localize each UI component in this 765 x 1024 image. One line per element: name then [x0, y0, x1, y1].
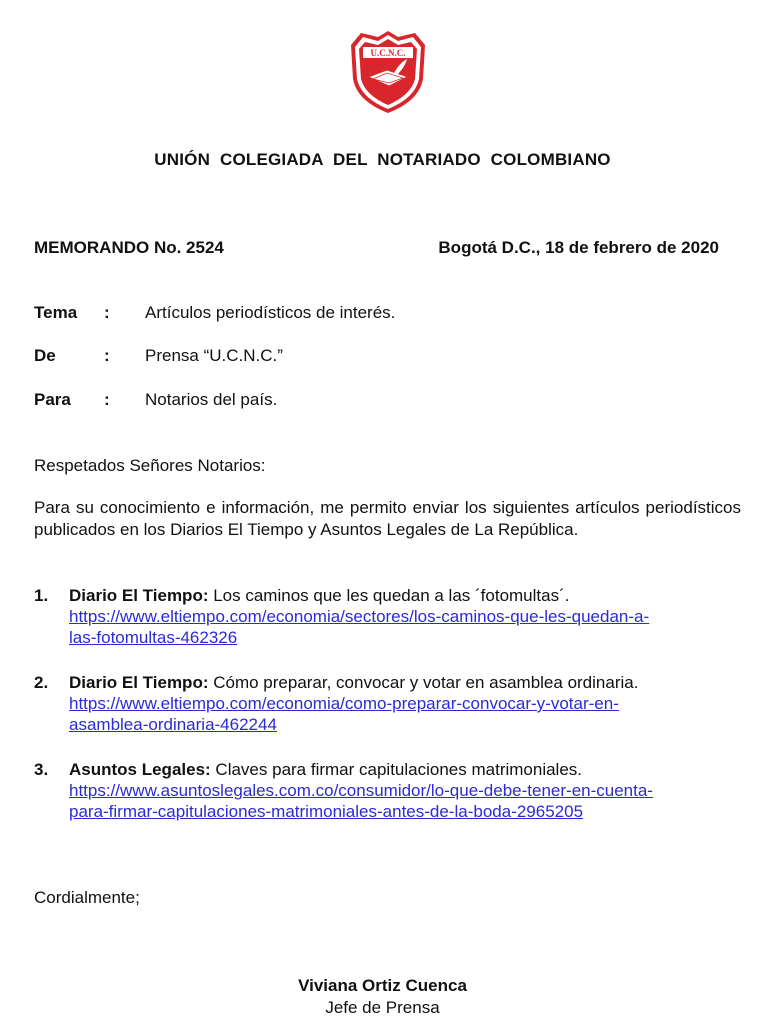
item-title: Los caminos que les quedan a las ´fotomultas´.: [208, 586, 570, 605]
field-value: Artículos periodísticos de interés.: [145, 303, 396, 322]
article-item: [34, 585, 744, 648]
article-link[interactable]: https://www.eltiempo.com/economia/como-preparar-convocar-y-votar-en- asamblea-ordinaria-462244: [69, 694, 619, 734]
item-title: Cómo preparar, convocar y votar en asamblea ordinaria.: [208, 673, 639, 692]
item-number: 3.: [34, 760, 49, 779]
memo-date: Bogotá D.C., 18 de febrero de 2020: [438, 238, 719, 257]
signature-role: Jefe de Prensa: [325, 998, 440, 1017]
article-item: [34, 759, 744, 822]
greeting: Respetados Señores Notarios:: [34, 456, 266, 475]
field-colon: :: [104, 303, 110, 322]
field-label: Tema: [34, 303, 78, 322]
closing: Cordialmente;: [34, 888, 140, 907]
svg-text:U.C.N.C.: U.C.N.C.: [370, 48, 406, 58]
item-source: Diario El Tiempo:: [69, 673, 209, 692]
signature-name: Viviana Ortiz Cuenca: [298, 976, 467, 995]
item-source: Asuntos Legales:: [69, 760, 211, 779]
item-title: Claves para firmar capitulaciones matrimoniales.: [210, 760, 583, 779]
field-colon: :: [104, 346, 110, 365]
field-label: Para: [34, 390, 71, 409]
ucnc-logo: [349, 29, 427, 115]
field-label: De: [34, 346, 56, 365]
item-number: 1.: [34, 586, 49, 605]
intro-paragraph: Para su conocimiento e información, me permito enviar los siguientes artículos periodísticos publicados en los Diarios El Tiempo y Asuntos Legales de La República.: [34, 498, 741, 539]
item-number: 2.: [34, 673, 49, 692]
organization-title: UNIÓN COLEGIADA DEL NOTARIADO COLOMBIANO: [154, 150, 611, 169]
article-link[interactable]: https://www.eltiempo.com/economia/sectores/los-caminos-que-les-quedan-a- las-fotomultas-462326: [69, 607, 650, 647]
memo-number: MEMORANDO No. 2524: [34, 238, 224, 257]
field-value: Notarios del país.: [145, 390, 278, 409]
article-item: [34, 672, 744, 735]
article-link[interactable]: https://www.asuntoslegales.com.co/consumidor/lo-que-debe-tener-en-cuenta- para-firmar-capitulaciones-matrimoniales-antes-de-la-boda-2965205: [69, 781, 653, 821]
field-value: Prensa “U.C.N.C.”: [145, 346, 283, 365]
shield-emblem-icon: [349, 29, 427, 115]
field-colon: :: [104, 390, 110, 409]
item-source: Diario El Tiempo:: [69, 586, 209, 605]
